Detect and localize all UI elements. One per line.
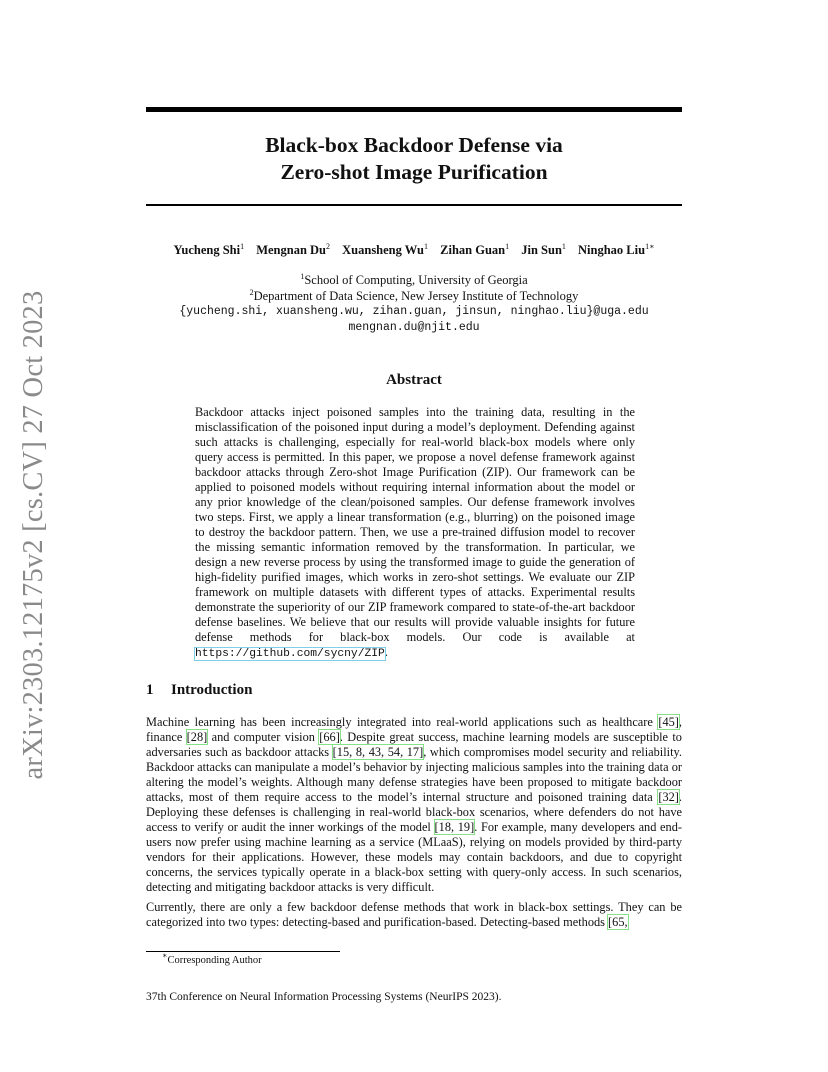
affiliations	[146, 273, 682, 335]
citation-link[interactable]: [15, 8, 43, 54, 17]	[332, 745, 424, 759]
author: Mengnan Du$^2$	[256, 242, 331, 257]
citation-link[interactable]: [45]	[658, 715, 679, 729]
citation-link[interactable]: [65,	[608, 915, 628, 929]
paragraph: Currently, there are only a few backdoor defense methods that work in black-box settings. They can be categorized into two types: detecting-based and purification-based. Detecting-based methods [65,	[146, 900, 682, 929]
author: Yucheng Shi$^1$	[173, 242, 245, 257]
title-top-rule	[146, 107, 682, 112]
section-title: Introduction	[171, 682, 253, 698]
section-number: 1	[146, 682, 154, 698]
code-repository-link[interactable]: https://github.com/sycny/ZIP	[195, 648, 385, 660]
arxiv-identifier: arXiv:2303.12175v2 [cs.CV] 27 Oct 2023	[18, 290, 49, 780]
conference-notice: 37th Conference on Neural Information Processing Systems (NeurIPS 2023).	[146, 991, 502, 1003]
footnote-rule	[146, 951, 340, 952]
section-heading-introduction	[146, 682, 682, 699]
introduction-body	[146, 715, 682, 935]
affiliation-2: $^2$Department of Data Science, New Jersey Institute of Technology	[249, 287, 579, 303]
affiliation-1: $^1$School of Computing, University of Georgia	[300, 272, 528, 287]
paper-title	[146, 132, 682, 186]
author: Xuansheng Wu$^1$	[342, 242, 429, 257]
author: Jin Sun$^1$	[521, 242, 566, 257]
paragraph: Machine learning has been increasingly integrated into real-world applications such as healthcare [45], finance [28] and computer vision [66]. Despite great success, machine learning models are susceptible to adversaries such as backdoor attacks [15, 8, 43, 54, 17], which compromises model security and reliability. Backdoor attacks can manipulate a model’s behavior by injecting malicious samples into the training data or altering the model’s weights. Although many defense strategies have been proposed to mitigate backdoor attacks, most of them require access to the model’s internal structure and poisoned training data [32]. Deploying these defenses is challenging in real-world black-box scenarios, where defenders do not have access to verify or audit the inner workings of the model [18, 19]. For example, many developers and end-users now prefer using machine learning as a service (MLaaS), relying on models provided by third-party vendors for their applications. However, these models may contain backdoors, and due to copyright concerns, the services typically operate in a black-box setting with query-only access. In such scenarios, detecting and mitigating backdoor attacks is very difficult.	[146, 715, 682, 894]
author-emails-uga: {yucheng.shi, xuansheng.wu, zihan.guan, jinsun, ninghao.liu}@uga.edu	[179, 305, 649, 318]
author-list	[146, 242, 682, 258]
author-email-njit: mengnan.du@njit.edu	[348, 320, 480, 334]
title-line-1: Black-box Backdoor Defense via	[265, 133, 563, 157]
title-bottom-rule	[146, 204, 682, 206]
citation-link[interactable]: [32]	[658, 790, 679, 804]
citation-link[interactable]: [66]	[319, 730, 340, 744]
citation-link[interactable]: [18, 19]	[434, 820, 475, 834]
title-line-2: Zero-shot Image Purification	[280, 160, 548, 184]
footnote: ∗Corresponding Author	[162, 951, 262, 966]
citation-link[interactable]: [28]	[186, 730, 208, 744]
author: Ninghao Liu$^{1∗}$	[578, 242, 655, 257]
arxiv-sidebar-stamp	[13, 290, 55, 780]
abstract-body: Backdoor attacks inject poisoned samples into the training data, resulting in the misclassification of the poisoned input during a model’s deployment. Defending against such attacks is challenging, especially for real-world black-box models where only query access is permitted. In this paper, we propose a novel defense framework against backdoor attacks through Zero-shot Image Purification (ZIP). Our framework can be applied to poisoned models without requiring internal information about the model or any prior knowledge of the clean/poisoned samples. Our defense framework involves two steps. First, we apply a linear transformation (e.g., blurring) on the poisoned image to destroy the backdoor pattern. Then, we use a pre-trained diffusion model to recover the missing semantic information removed by the transformation. In particular, we design a new reverse process by using the transformed image to guide the generation of high-fidelity purified images, which works in zero-shot settings. We evaluate our ZIP framework on multiple datasets with different types of attacks. Experimental results demonstrate the superiority of our ZIP framework compared to state-of-the-art backdoor defense baselines. We believe that our results will provide valuable insights for future defense methods for black-box models. Our code is available at https://github.com/sycny/ZIP.	[195, 405, 635, 660]
author: Zihan Guan$^1$	[440, 242, 510, 257]
abstract-heading: Abstract	[386, 372, 442, 388]
